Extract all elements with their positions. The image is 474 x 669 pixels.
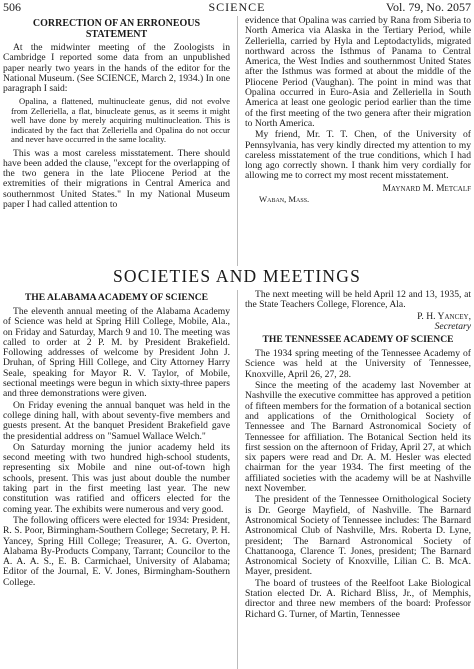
column-divider-bottom — [237, 290, 238, 669]
tennessee-paragraph-1: The 1934 spring meeting of the Tennessee Academy of Science was held at the University of Tennessee, Knoxville, April 26, 27, 28. — [245, 348, 471, 380]
correction-article-left — [3, 16, 230, 269]
alabama-signature-role: Secretary — [434, 320, 471, 332]
tennessee-paragraph-4: The board of trustees of the Reelfoot Lake Biological Station elected Dr. A. Richard Bliss, Jr., of Memphis, director and three new members of the board: Professor Richard G. Turner, of Martin, Tennessee — [245, 577, 471, 620]
tennessee-paragraph-3: The president of the Tennessee Ornithological Society is Dr. George Mayfield, of Nashville. The Barnard Astronomical Society of Tennessee includes: The Barnard Astronomical Club of Nashville, Mrs. Roberta D. Lyne, president; The Barnard Astronomical Society of Chattanooga, Clarence T. Jones, president; The Barnard Astronomical Society of Knoxville, Lilian C. B. McA. Mayer, president. — [245, 494, 471, 578]
alabama-next-meeting: The next meeting will be held April 12 and 13, 1935, at the State Teachers College, Florence, Ala. — [245, 290, 471, 311]
volume-number: Vol. 79, No. 2057 — [385, 0, 471, 14]
alabama-paragraph-2: On Friday evening the annual banquet was held in the college dining hall, with about seventy-five members and guests present. At the banquet President Brakefield gave the presidential address on "Samuel Wallace Welch." — [3, 399, 230, 442]
right-bottom-column — [245, 290, 471, 669]
alabama-paragraph-3: On Saturday morning the junior academy held its second meeting with two hundred high-school students, representing six Mobile and nine out-of-town high schools, present. This was just about double the number taking part in the first meeting last year. The new constitution was ratified and officers elected for the coming year. The exhibits were numerous and very good. — [3, 441, 230, 515]
alabama-officers-list: President, R. S. Poor, Birmingham-Southern College; Secretary, P. H. Yancey, Spring Hill College; Treasurer, A. G. Overton, Alabama By-Products Company, Tarrant; Councilor to the A. A. A. S., E. B. Carmichael, University of Alabama; Editor of the Journal, E. V. Jones, Birmingham-Southern College. — [3, 514, 230, 588]
correction-paragraph-1: At the midwinter meeting of the Zoologists in Cambridge I reported some data from an unpublished paper nearly two years in the hands of the editor for the National Museum. (See SCIENCE, March 2, 1934.) In one paragraph I said: — [3, 42, 230, 95]
alabama-officers-intro: The following officers were elected for 1934: — [13, 514, 190, 526]
alabama-article — [3, 290, 230, 669]
correction-signature: Maynard M. Metcalf — [382, 182, 471, 194]
column-divider-top — [237, 16, 238, 266]
correction-title: CORRECTION OF AN ERRONEOUS STATEMENT — [32, 18, 201, 40]
correction-article-right — [245, 0, 471, 267]
correction-paragraph-2: This was a most careless misstatement. There should have been added the clause, "except for the overlapping of the two genera in the late Pliocene Period at the extremities of their migrations in Central America and southernmost United States." In my National Museum paper I had called attention to — [3, 147, 230, 210]
section-title: SOCIETIES AND MEETINGS — [112, 266, 362, 286]
page-number: 506 — [3, 0, 21, 14]
alabama-officers — [3, 516, 230, 588]
journal-name: SCIENCE — [208, 0, 266, 14]
correction-quote: Opalina, a flattened, multinucleate genus, did not evolve from Zelleriella, a flat, binucleate genus, as it seems it might well have done by merely acquiring multinucleation. This is indicated by the fact that Zelleriella and Opalina do not occur and never have occurred in the same locality. — [11, 96, 230, 145]
tennessee-paragraph-2: Since the meeting of the academy last November at Nashville the executive committee has approved a petition of fifteen members for the formation of a botanical section and applications of the Ornithological Society of Tennessee and The Barnard Astronomical Society of Tennessee for affiliation. The Botanical Section held its first session on the afternoon of Friday, April 27, at which six papers were read and Dr. A. M. Hesler was elected chairman for the year 1934. The first meeting of the affiliated societies with the academy will be at Nashville next November. — [245, 380, 471, 495]
alabama-signature: P. H. Yancey, — [417, 310, 471, 322]
alabama-paragraph-1: The eleventh annual meeting of the Alabama Academy of Science was held at Spring Hill College, Mobile, Ala., on Friday and Saturday, March 9 and 10. The meeting was called to order at 2 P. M. by President Brakefield. Following addresses of welcome by President John J. Druhan, of Spring Hill College, and City Attorney Harry Seale, speaking for Mayor R. V. Taylor, of Mobile, sectional meetings were begun in which sixty-three papers and three demonstrations were given. — [3, 306, 230, 400]
tennessee-title: THE TENNESSEE ACADEMY OF SCIENCE — [262, 334, 454, 346]
alabama-title: THE ALABAMA ACADEMY OF SCIENCE — [24, 292, 209, 303]
correction-place: Waban, Mass. — [259, 194, 310, 205]
correction-paragraph-4: My friend, Mr. T. T. Chen, of the University of Pennsylvania, has very kindly directed my attention to my careless misstatement of the true conditions, which I had long ago correctly shown. I thank him very cordially for allowing me to correct my most recent misstatement. — [245, 129, 471, 182]
correction-paragraph-3: evidence that Opalina was carried by Rana from Siberia to North America via Alaska in the Tertiary Period, while Zelleriella, carried by Hyla and Leptodactylids, migrated northward across the Isthmus of Panama to Central America, the West Indies and southernmost United States after the Isthmus was formed at about the middle of the Pliocene Period (Vaughan). The point in mind was that Opalina occurred in Euro-Asia and Zelleriella in South America at least one geologic period earlier than the time of the first meeting of the two genera after their migration to North America. — [245, 15, 471, 129]
